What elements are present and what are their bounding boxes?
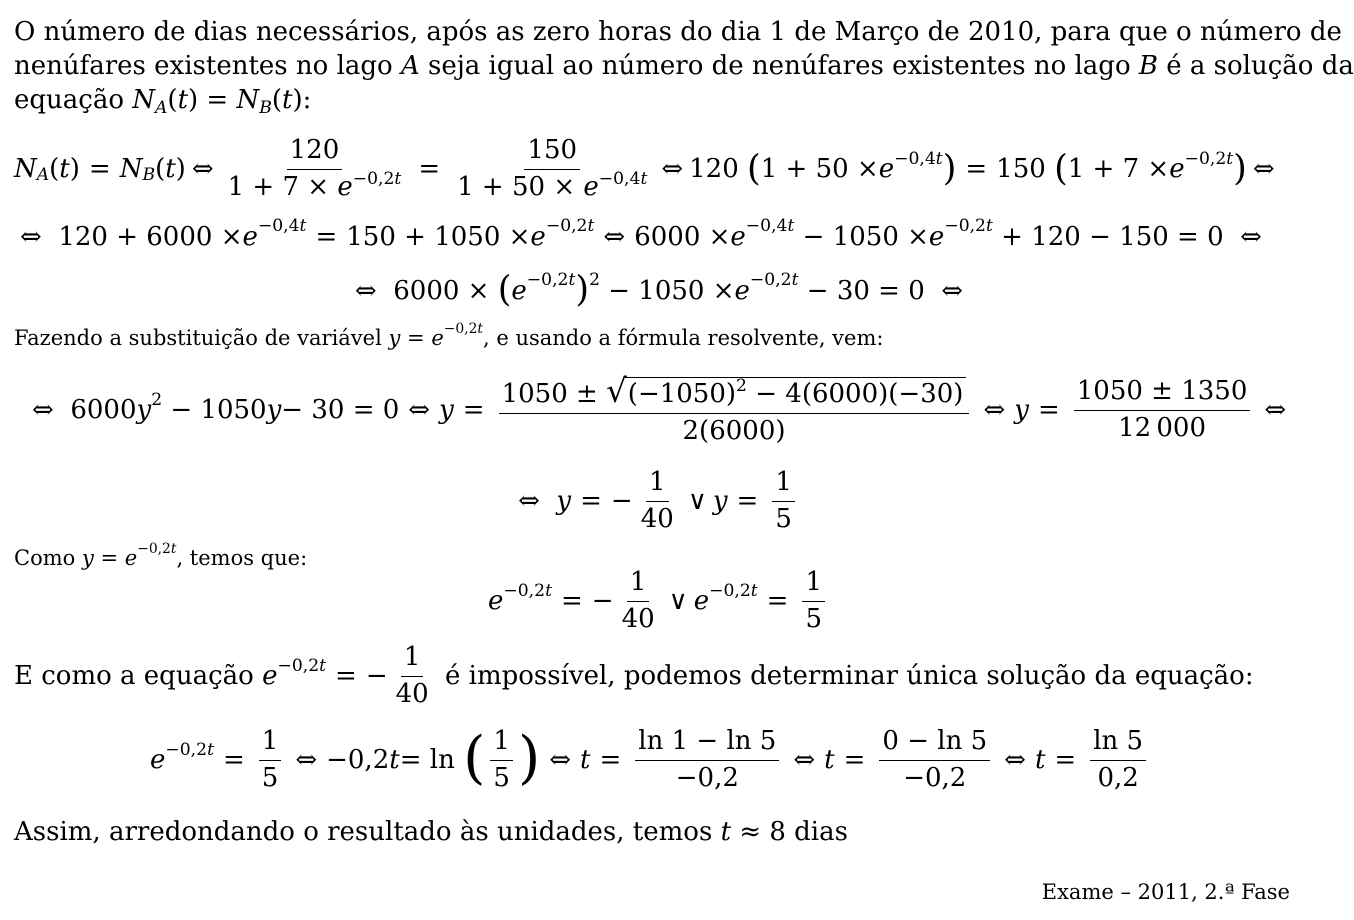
intro-line-3: equação $N_A(t) = N_B(t)$: xyxy=(14,85,312,119)
equation-7: e $^{-0,2t}$ = $\frac{1}{5}$ ⇔ −0,2 t = ln ( $\frac{1}{5}$ ) ⇔ t = $\frac{\ln 1 - \ln 5}{-0,2}$ ⇔ t = $\frac{0 - \ln 5}{-0,2}$ ⇔ t = $\frac{\ln 5}{0,2}$ xyxy=(150,727,1151,794)
equation-1: N $_A$ ( t ) = N $_B$ ( t ) ⇔ $\frac{120}{1 + 7 \times e^{-0,2t}}$ = $\frac{150}{1 + 50 \times e^{-0,4t}}$ ⇔ 120 ( 1 + 50 × e $^{-0,4t}$ ) = 150 ( 1 + 7 × e $^{-0,2t}$ ) ⇔ xyxy=(14,135,1275,202)
intro-paragraph xyxy=(14,15,1354,117)
equation-4: ⇔ 6000 y $^2$ − 1050 y − 30 = 0 ⇔ y = $\frac{1050 \pm √(-1050)^2 - 4(6000)(-30)}{2(6000)}$ ⇔ y = $\frac{1050 \pm 1350}{12 000}$ ⇔ xyxy=(32,372,1287,447)
equation-6: e $^{-0,2t}$ = − $\frac{1}{40}$ ∨ e $^{-0,2t}$ = $\frac{1}{5}$ xyxy=(0,568,1318,635)
intro-line-1: O número de dias necessários, após as zero horas do dia 1 de Março de 2010, para que o número de xyxy=(14,17,1342,47)
intro-line-2: nenúfares existentes no lago A seja igual ao número de nenúfares existentes no lago B é a solução da xyxy=(14,51,1354,81)
equation-5: ⇔ y = − $\frac{1}{40}$ ∨ y = $\frac{1}{5}$ xyxy=(0,468,1318,535)
equation-2: ⇔ 120 + 6000 × e $^{-0,4t}$ = 150 + 1050 × e $^{-0,2t}$ ⇔ 6000 × e $^{-0,4t}$ − 1050 × e $^{-0,2t}$ + 120 − 150 = 0 ⇔ xyxy=(20,216,1262,252)
conclusion-text: Assim, arredondando o resultado às unidades, temos t ≈ 8 dias xyxy=(14,817,848,847)
exam-source: Exame – 2011, 2.ª Fase xyxy=(1041,880,1290,904)
substitution-text: Fazendo a substituição de variável y = e $^{-0,2t}$ , e usando a fórmula resolvente, vem: xyxy=(14,321,884,350)
impossible-text: E como a equação e $^{-0,2t}$ = − $\frac{1}{40}$ é impossível, podemos determinar única solução da equação: xyxy=(14,642,1254,709)
como-text: Como y = e $^{-0,2t}$ , temos que: xyxy=(14,541,308,570)
equation-3: ⇔ 6000 × ( e $^{-0,2t}$ ) $^2$ − 1050 × e $^{-0,2t}$ − 30 = 0 ⇔ xyxy=(354,268,964,310)
